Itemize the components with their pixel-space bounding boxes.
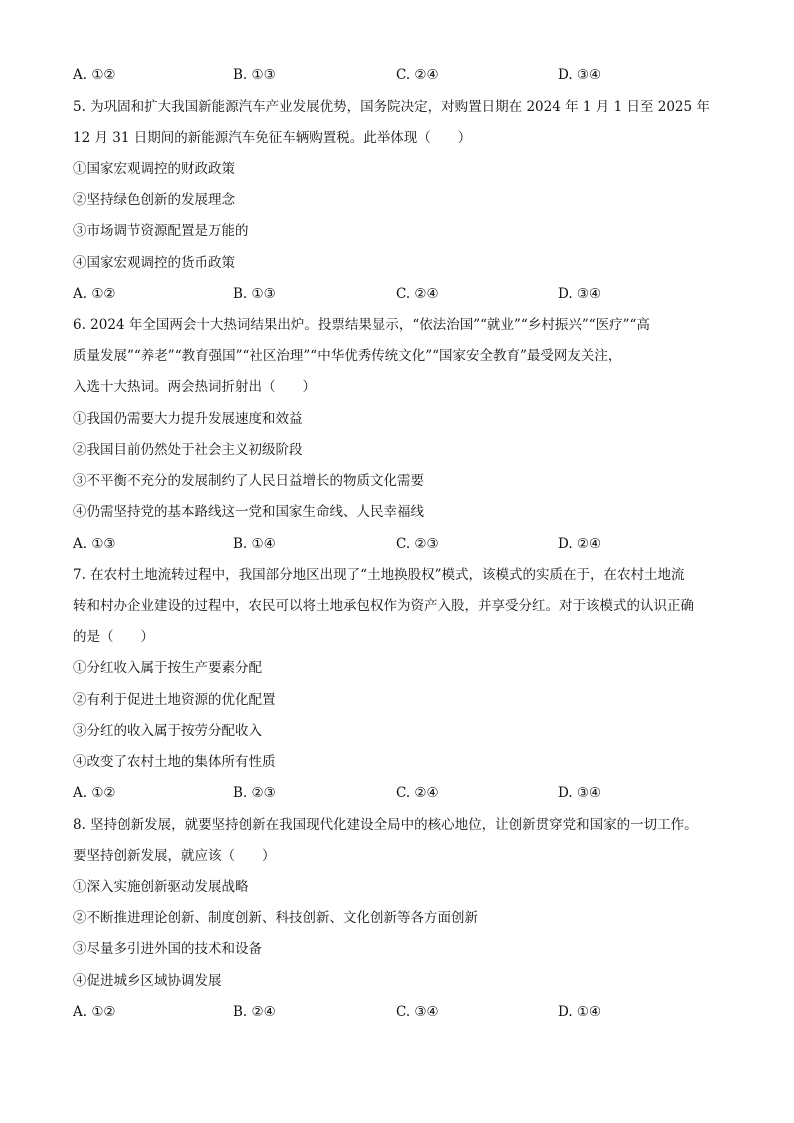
q6-item-2: ②我国目前仍然处于社会主义初级阶段 [73, 442, 303, 458]
q6-stem-line-1: 6. 2024 年全国两会十大热词结果出炉。投票结果显示，“依法治国”“就业”“乡村振兴”“医疗”“高 [73, 317, 650, 333]
q5-item-1: ①国家宏观调控的财政政策 [73, 161, 235, 177]
q8-item-1: ①深入实施创新驱动发展战略 [73, 879, 249, 895]
q4-option-c: C. ②④ [396, 67, 439, 83]
q8-item-2: ②不断推进理论创新、制度创新、科技创新、文化创新等各方面创新 [73, 910, 478, 926]
q6-item-3: ③不平衡不充分的发展制约了人民日益增长的物质文化需要 [73, 473, 424, 489]
q8-item-3: ③尽量多引进外国的技术和设备 [73, 941, 262, 957]
q7-item-3: ③分红的收入属于按劳分配收入 [73, 723, 262, 739]
q5-option-a: A. ①② [73, 286, 116, 302]
q8-option-c: C. ③④ [396, 1004, 439, 1020]
q6-option-a: A. ①③ [73, 536, 116, 552]
q6-option-d: D. ②④ [558, 536, 602, 552]
q6-item-4: ④仍需坚持党的基本路线这一党和国家生命线、人民幸福线 [73, 504, 424, 520]
q8-stem-line-2: 要坚持创新发展，就应该（ ） [73, 848, 276, 864]
q7-stem-line-3: 的是（ ） [73, 629, 154, 645]
q5-item-3: ③市场调节资源配置是万能的 [73, 223, 249, 239]
q7-option-c: C. ②④ [396, 785, 439, 801]
q7-stem-line-1: 7. 在农村土地流转过程中，我国部分地区出现了“土地换股权”模式，该模式的实质在于，在农村土地流 [73, 567, 685, 583]
q7-item-4: ④改变了农村土地的集体所有性质 [73, 754, 276, 770]
q6-stem-line-2: 质量发展”“养老”“教育强国”“社区治理”“中华优秀传统文化”“国家安全教育”最受网友关注， [73, 348, 622, 364]
q4-option-a: A. ①② [73, 67, 116, 83]
q5-stem-line-1: 5. 为巩固和扩大我国新能源汽车产业发展优势，国务院决定，对购置日期在 2024 年 1 月 1 日至 2025 年 [73, 99, 710, 115]
q6-options [73, 534, 733, 554]
q5-item-2: ②坚持绿色创新的发展理念 [73, 192, 235, 208]
q8-options [73, 1002, 733, 1022]
q7-option-d: D. ③④ [558, 785, 602, 801]
q8-option-b: B. ②④ [233, 1004, 276, 1020]
q7-options [73, 783, 733, 803]
q6-item-1: ①我国仍需要大力提升发展速度和效益 [73, 411, 303, 427]
q8-option-a: A. ①② [73, 1004, 116, 1020]
q4-option-b: B. ①③ [233, 67, 276, 83]
q5-option-d: D. ③④ [558, 286, 602, 302]
q5-item-4: ④国家宏观调控的货币政策 [73, 255, 235, 271]
q7-item-1: ①分红收入属于按生产要素分配 [73, 660, 262, 676]
q6-option-c: C. ②③ [396, 536, 439, 552]
q5-option-b: B. ①③ [233, 286, 276, 302]
q5-options [73, 284, 733, 304]
q5-option-c: C. ②④ [396, 286, 439, 302]
q7-item-2: ②有利于促进土地资源的优化配置 [73, 692, 276, 708]
q6-stem-line-3: 入选十大热词。两会热词折射出（ ） [73, 379, 316, 395]
q5-stem-line-2: 12 月 31 日期间的新能源汽车免征车辆购置税。此举体现（ ） [73, 130, 472, 146]
q8-item-4: ④促进城乡区域协调发展 [73, 973, 222, 989]
q4-options [73, 65, 733, 85]
q8-option-d: D. ①④ [558, 1004, 602, 1020]
q7-option-b: B. ②③ [233, 785, 276, 801]
q7-option-a: A. ①② [73, 785, 116, 801]
q7-stem-line-2: 转和村办企业建设的过程中，农民可以将土地承包权作为资产入股，并享受分红。对于该模式的认识正确 [73, 598, 694, 614]
q4-option-d: D. ③④ [558, 67, 602, 83]
q8-stem-line-1: 8. 坚持创新发展，就要坚持创新在我国现代化建设全局中的核心地位，让创新贯穿党和国家的一切工作。 [73, 817, 698, 833]
q6-option-b: B. ①④ [233, 536, 276, 552]
